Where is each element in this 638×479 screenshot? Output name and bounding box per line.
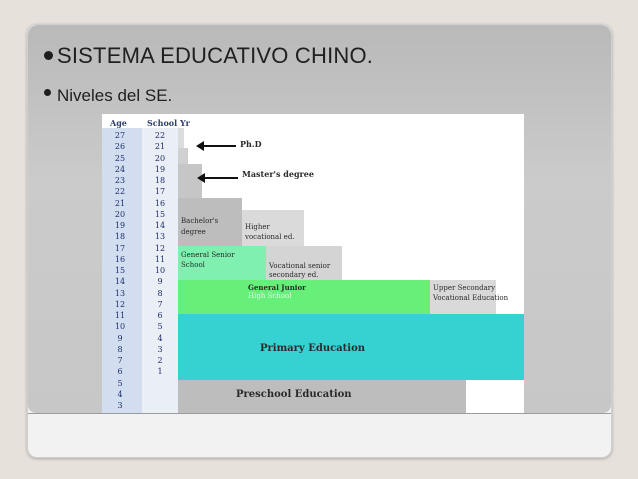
age-value: 16 <box>114 254 126 264</box>
masters-arrow-icon <box>204 177 238 179</box>
bachelors-label-2: degree <box>181 228 206 236</box>
school-year-value: 13 <box>154 232 166 242</box>
bullet-subtitle-text: Niveles del SE. <box>57 86 173 105</box>
school-year-value: 8 <box>157 288 163 298</box>
masters-arrow-head-icon <box>197 173 205 183</box>
bullet-dot-icon <box>44 51 53 60</box>
general-junior-label-1: General Junior <box>248 283 306 292</box>
age-value: 18 <box>114 232 126 242</box>
school-year-value: 4 <box>157 333 163 343</box>
age-value: 8 <box>117 344 123 354</box>
school-year-value: 15 <box>154 209 166 219</box>
age-value: 14 <box>114 277 126 287</box>
general-senior-label-1: General Senior <box>181 251 235 259</box>
vocational-senior-label-1: Vocational senior <box>269 262 331 270</box>
age-value: 11 <box>114 311 126 320</box>
school-year-value: 18 <box>154 176 166 185</box>
upper-secondary-label-2: Vocational Education <box>433 294 509 302</box>
education-system-chart <box>102 114 524 413</box>
school-year-value: 3 <box>157 344 163 354</box>
school-year-header: School Yr <box>147 118 190 128</box>
age-value: 22 <box>114 187 126 197</box>
vocational-senior-label-2: secondary ed. <box>269 271 319 279</box>
age-value: 5 <box>117 378 123 388</box>
age-value: 20 <box>114 209 126 219</box>
age-value: 3 <box>117 401 123 410</box>
higher-vocational-label-1: Higher <box>245 223 270 231</box>
general-junior-label-2: High School <box>248 292 292 300</box>
phd-arrow-head-icon <box>196 141 204 151</box>
phd-step-block <box>178 148 188 164</box>
school-year-value: 7 <box>157 299 163 309</box>
bullet-title <box>44 43 373 69</box>
bullet-dot-icon <box>44 89 51 96</box>
school-year-value: 2 <box>157 356 163 365</box>
school-year-value: 6 <box>157 311 163 320</box>
school-year-value: 1 <box>157 367 163 377</box>
age-value: 26 <box>114 142 126 152</box>
school-year-value: 17 <box>154 187 166 197</box>
general-senior-label-2: School <box>181 261 205 269</box>
age-value: 23 <box>114 176 126 185</box>
age-value: 13 <box>114 288 126 298</box>
bullet-title-text: SISTEMA EDUCATIVO CHINO. <box>57 43 374 68</box>
school-year-value: 9 <box>157 277 163 287</box>
age-value: 7 <box>117 356 123 365</box>
age-value: 25 <box>114 153 126 163</box>
masters-label: Master's degree <box>242 169 314 179</box>
school-year-value: 10 <box>154 266 166 275</box>
age-header: Age <box>110 118 127 128</box>
slide <box>27 24 612 458</box>
age-value: 24 <box>114 164 126 174</box>
school-year-value: 11 <box>154 254 166 264</box>
preschool-label: Preschool Education <box>236 389 352 400</box>
age-value: 15 <box>114 266 126 275</box>
age-value: 21 <box>114 198 126 208</box>
age-value: 6 <box>117 367 123 377</box>
phd-block <box>178 128 184 148</box>
school-year-value: 12 <box>154 243 166 253</box>
higher-vocational-label-2: vocational ed. <box>245 233 295 241</box>
age-value: 27 <box>114 131 126 140</box>
age-value: 9 <box>117 333 123 343</box>
school-year-value: 22 <box>154 131 166 140</box>
school-year-value: 14 <box>154 221 166 230</box>
age-value: 4 <box>117 389 123 399</box>
slide-divider <box>28 413 611 414</box>
age-value: 17 <box>114 243 126 253</box>
school-year-value: 5 <box>157 322 163 332</box>
school-year-value: 21 <box>154 142 166 152</box>
school-year-value: 20 <box>154 153 166 163</box>
upper-secondary-label-1: Upper Secondary <box>433 284 496 292</box>
phd-arrow-icon <box>203 145 236 147</box>
phd-label: Ph.D <box>240 139 262 149</box>
primary-label: Primary Education <box>260 343 366 354</box>
age-value: 19 <box>114 221 126 230</box>
school-year-value: 19 <box>154 164 166 174</box>
age-value: 10 <box>114 322 126 332</box>
age-value: 12 <box>114 299 126 309</box>
bachelors-label-1: Bachelor's <box>181 217 219 225</box>
bullet-subtitle <box>44 86 172 106</box>
school-year-value: 16 <box>154 198 166 208</box>
